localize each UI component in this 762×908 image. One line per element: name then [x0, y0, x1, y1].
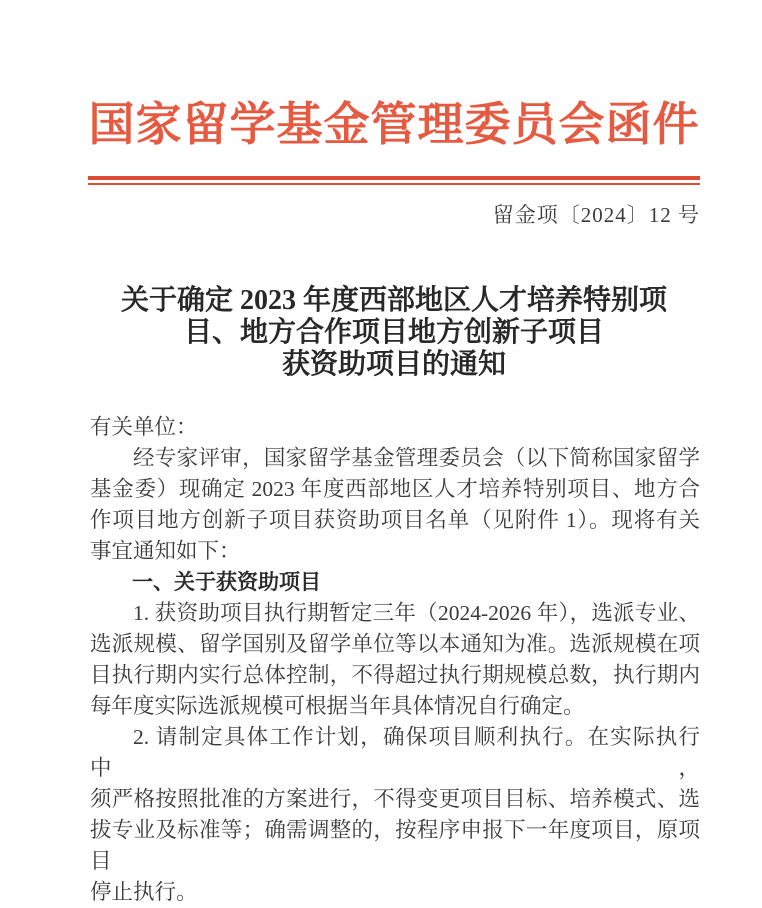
- document-body: [90, 412, 700, 908]
- text-line: 有关单位：: [90, 415, 198, 439]
- text-line: 基金委）现确定 2023 年度西部地区人才培养特别项目、地方合: [90, 477, 700, 501]
- document-title-line: 关于确定 2023 年度西部地区人才培养特别项: [120, 285, 667, 316]
- text-line: 2. 请制定具体工作计划，确保项目顺利执行。在实际执行中，: [90, 725, 700, 780]
- text-line: 目执行期内实行总体控制，不得超过执行期规模总数，执行期内: [90, 663, 700, 687]
- salutation: [90, 412, 700, 443]
- divider-thin-line: [88, 183, 700, 185]
- document-title-line: 获资助项目的通知: [281, 349, 506, 380]
- text-line: 作项目地方创新子项目获资助项目名单（见附件 1）。现将有关: [90, 508, 700, 532]
- document-title-line: 目、地方合作项目地方创新子项目: [183, 317, 604, 348]
- text-line: 拔专业及标准等；确需调整的，按程序申报下一年度项目，原项目: [90, 818, 700, 873]
- letterhead-divider: [88, 176, 700, 185]
- document-title: [80, 285, 708, 381]
- letterhead-title: 国家留学基金管理委员会函件: [88, 99, 700, 150]
- paragraph: [90, 598, 700, 722]
- text-line: 事宜通知如下：: [90, 539, 241, 563]
- text-line: 1. 获资助项目执行期暂定三年（2024-2026 年），选派专业、: [133, 601, 700, 625]
- text-line: 每年度实际选派规模可根据当年具体情况自行确定。: [90, 694, 585, 718]
- text-line: 经专家评审，国家留学基金管理委员会（以下简称国家留学: [133, 446, 700, 470]
- divider-thick-line: [88, 176, 700, 180]
- paragraph: [90, 443, 700, 567]
- text-line: 一、关于获资助项目: [132, 571, 321, 594]
- paragraph: [90, 722, 700, 908]
- doc-number: 留金项〔2024〕12 号: [492, 203, 700, 227]
- section-heading: [90, 567, 700, 598]
- text-line: 停止执行。: [90, 880, 198, 904]
- text-line: 须严格按照批准的方案进行，不得变更项目目标、培养模式、选: [90, 787, 700, 811]
- text-line: 选派规模、留学国别及留学单位等以本通知为准。选派规模在项: [90, 632, 700, 656]
